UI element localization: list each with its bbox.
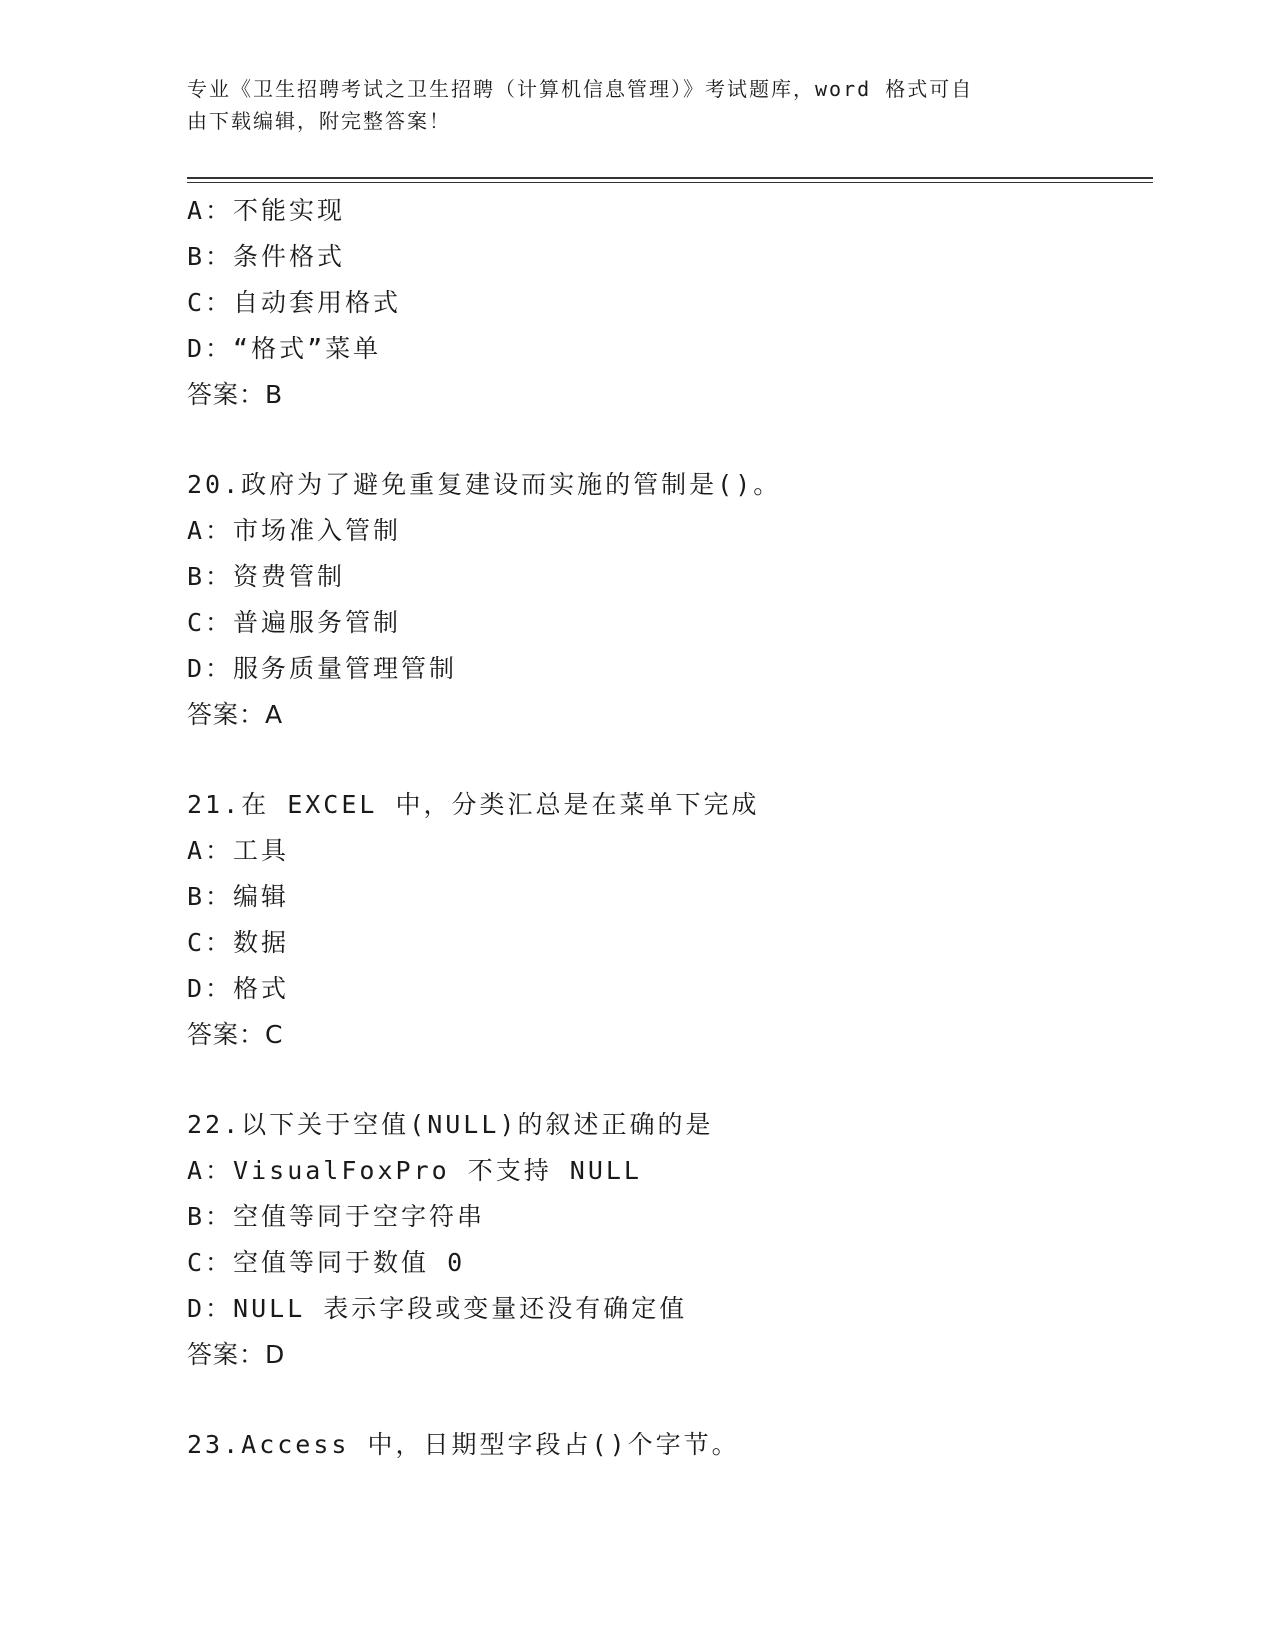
answer: 答案：D	[187, 1340, 286, 1369]
document-header	[187, 73, 1087, 137]
option-d: D：“格式”菜单	[187, 334, 382, 363]
header-divider-thick	[187, 177, 1153, 179]
option-b: B：条件格式	[187, 242, 346, 271]
option-d: D：格式	[187, 974, 290, 1003]
answer: 答案：B	[187, 380, 284, 409]
question-text: 23.Access 中，日期型字段占()个字节。	[187, 1430, 740, 1459]
option-c: C：空值等同于数值 0	[187, 1248, 466, 1277]
option-a: A：市场准入管制	[187, 516, 402, 545]
header-divider-thin	[187, 182, 1153, 183]
question-text: 20.政府为了避免重复建设而实施的管制是()。	[187, 470, 782, 499]
option-b: B：资费管制	[187, 562, 346, 591]
option-a: A：VisualFoxPro 不支持 NULL	[187, 1156, 642, 1185]
option-a: A：工具	[187, 836, 290, 865]
option-d: D：NULL 表示字段或变量还没有确定值	[187, 1294, 688, 1323]
option-b: B：编辑	[187, 882, 290, 911]
option-c: C：数据	[187, 928, 290, 957]
answer: 答案：A	[187, 700, 284, 729]
question-23	[187, 1422, 1153, 1468]
question-list	[187, 188, 1153, 1468]
question-19	[187, 188, 1153, 418]
question-text: 22.以下关于空值(NULL)的叙述正确的是	[187, 1110, 714, 1139]
option-c: C：自动套用格式	[187, 288, 402, 317]
question-text: 21.在 EXCEL 中，分类汇总是在菜单下完成	[187, 790, 760, 819]
question-22	[187, 1102, 1153, 1378]
header-line-1: 专业《卫生招聘考试之卫生招聘（计算机信息管理）》考试题库，word 格式可自	[187, 77, 974, 101]
option-d: D：服务质量管理管制	[187, 654, 458, 683]
option-a: A：不能实现	[187, 196, 346, 225]
header-line-2: 由下载编辑，附完整答案！	[187, 109, 451, 133]
question-21	[187, 782, 1153, 1058]
option-b: B：空值等同于空字符串	[187, 1202, 486, 1231]
question-20	[187, 462, 1153, 738]
option-c: C：普遍服务管制	[187, 608, 402, 637]
answer: 答案：C	[187, 1020, 284, 1049]
